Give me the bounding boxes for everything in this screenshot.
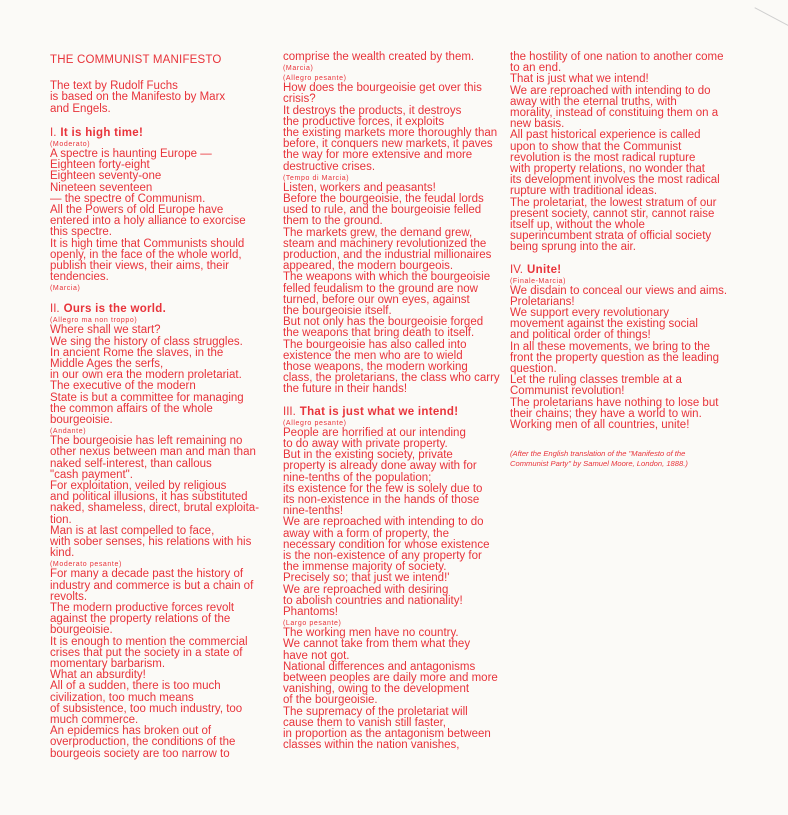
- text-line: We are reproached with intending to do: [510, 84, 711, 97]
- text-line: crises that put the society in a state of: [50, 646, 243, 659]
- text-line: turned, before our own eyes, against: [283, 293, 470, 306]
- text-line: its non-existence in the hands of those: [283, 493, 480, 506]
- text-line: Proletarians!: [510, 295, 575, 308]
- text-line: We are reproached with desiring: [283, 583, 449, 596]
- text-line: A spectre is haunting Europe —: [50, 147, 212, 160]
- text-line: tion.: [50, 513, 72, 526]
- text-line: away with the eternal truths, with: [510, 95, 677, 108]
- text-line: The weapons with which the bourgeoisie: [283, 271, 491, 284]
- section-title: Unite!: [527, 263, 562, 276]
- text-line: Middle Ages the serfs,: [50, 357, 164, 370]
- text-line: People are horrified at our intending: [283, 426, 466, 439]
- text-line: openly, in the face of the whole world,: [50, 248, 242, 261]
- text-line: have not got.: [283, 649, 350, 662]
- text-line: appeared, the modern bourgeois.: [283, 260, 454, 273]
- text-line: before, it conquers new markets, it paves: [283, 138, 493, 151]
- text-line: Communist Party" by Samuel Moore, London, 1888.): [510, 459, 688, 469]
- text-line: momentary barbarism.: [50, 658, 166, 671]
- text-line: necessary condition for whose existence: [283, 538, 490, 551]
- text-line: upon to show that the Communist: [510, 140, 682, 153]
- tempo-marking: (Marcia): [283, 65, 314, 73]
- text-line: between peoples are daily more and more: [283, 671, 498, 684]
- text-line: its existence for the few is solely due to: [283, 482, 483, 495]
- text-line: bourgeoisie.: [50, 413, 113, 426]
- text-line: civilization, too much means: [50, 691, 194, 704]
- text-line: used to rule, and the bourgeoisie felled: [283, 204, 482, 217]
- text-line: much commerce.: [50, 714, 139, 727]
- text-line: in proportion as the antagonism between: [283, 727, 491, 740]
- text-line: bourgeois society are too narrow to: [50, 747, 230, 760]
- text-line: and Engels.: [50, 102, 111, 115]
- text-line: the hostility of one nation to another come: [510, 51, 724, 63]
- text-line: this spectre.: [50, 226, 112, 239]
- text-line: present society, cannot stir, cannot raise: [510, 207, 715, 220]
- tempo-marking: (Allegro ma non troppo): [50, 317, 138, 325]
- text-line: We support every revolutionary: [510, 307, 669, 320]
- text-line: industry and commerce is but a chain of: [50, 579, 254, 592]
- section-number: II.: [50, 303, 60, 316]
- tempo-marking: (Largo pesante): [283, 620, 342, 628]
- text-line: State is but a committee for managing: [50, 391, 244, 404]
- text-line: It is enough to mention the commercial: [50, 635, 248, 648]
- text-line: and political order of things!: [510, 329, 651, 342]
- text-line: bourgeoisie.: [50, 624, 113, 637]
- text-line: the way for more extensive and more: [283, 149, 473, 162]
- text-line: comprise the wealth created by them.: [283, 51, 475, 63]
- text-line: entered into a holy alliance to exorcise: [50, 215, 246, 228]
- text-line: Where shall we start?: [50, 324, 161, 337]
- text-line: class, the proletarians, the class who carry: [283, 372, 500, 385]
- text-line: front the property question as the leading: [510, 351, 720, 364]
- text-line: to an end.: [510, 62, 562, 75]
- translation-footnote: [510, 449, 735, 469]
- section-2-text: [50, 436, 270, 559]
- text-line: Working men of all countries, unite!: [510, 419, 690, 432]
- text-line: That is just what we intend!: [510, 73, 649, 86]
- section-number: IV.: [510, 263, 524, 276]
- text-line: kind.: [50, 547, 75, 560]
- text-line: them to the ground.: [283, 215, 383, 228]
- text-line: "cash payment".: [50, 468, 133, 481]
- section-2-text: [50, 569, 270, 759]
- text-line: — the spectre of Communism.: [50, 192, 206, 205]
- text-line: the existing markets more thoroughly than: [283, 127, 498, 140]
- text-line: We disdain to conceal our views and aims.: [510, 284, 728, 297]
- section-title: Ours is the world.: [63, 303, 167, 316]
- text-line: The text by Rudolf Fuchs: [50, 80, 178, 92]
- column-2: [283, 52, 503, 751]
- text-line: existence the men who are to wield: [283, 349, 463, 362]
- text-line: But not only has the bourgeoisie forged: [283, 316, 484, 329]
- text-line: It is high time that Communists should: [50, 237, 245, 250]
- text-line: the productive forces, it exploits: [283, 115, 445, 128]
- text-line: naked, shameless, direct, brutal exploita-: [50, 502, 260, 515]
- text-line: Communist revolution!: [510, 385, 625, 398]
- text-line: other nexus between man and man than: [50, 446, 256, 459]
- text-line: The proletarians have nothing to lose but: [510, 396, 719, 409]
- text-line: Phantoms!: [283, 605, 338, 618]
- text-line: naked self-interest, than callous: [50, 457, 212, 470]
- text-line: All of a sudden, there is too much: [50, 680, 221, 693]
- text-line: revolts.: [50, 590, 88, 603]
- text-line: We cannot take from them what they: [283, 638, 471, 651]
- text-line: The working men have no country.: [283, 627, 459, 640]
- intro-text: [50, 81, 270, 115]
- section-2-text: [283, 52, 503, 63]
- section-3-heading: [283, 406, 503, 418]
- text-line: National differences and antagonisms: [283, 660, 476, 673]
- column-3: [510, 52, 735, 469]
- tempo-marking: (Moderato pesante): [50, 561, 122, 569]
- text-line: those weapons, the modern working: [283, 361, 468, 374]
- text-line: How does the bourgeoisie get over this: [283, 82, 482, 95]
- text-line: revolution is the most radical rupture: [510, 151, 696, 164]
- text-line: new basis.: [510, 118, 565, 131]
- page-corner-fold: [754, 0, 788, 27]
- text-line: For exploitation, veiled by religious: [50, 479, 227, 492]
- text-line: destructive crises.: [283, 160, 376, 173]
- text-line: (After the English translation of the "Manifesto of the: [510, 449, 686, 459]
- section-1-heading: [50, 127, 270, 139]
- text-line: Let the ruling classes tremble at a: [510, 374, 682, 387]
- section-title: That is just what we intend!: [299, 405, 459, 418]
- column-1: [50, 54, 270, 760]
- tempo-marking: (Allegro pesante): [283, 419, 347, 427]
- text-line: All the Powers of old Europe have: [50, 203, 224, 216]
- text-line: Man is at last compelled to face,: [50, 524, 215, 537]
- text-line: The supremacy of the proletariat will: [283, 705, 468, 718]
- text-line: nine-tenths!: [283, 505, 344, 518]
- text-line: the bourgeoisie itself.: [283, 305, 392, 318]
- text-line: rupture with traditional ideas.: [510, 185, 658, 198]
- text-line: the immense majority of society.: [283, 561, 447, 574]
- section-2-text: [283, 83, 503, 173]
- text-line: its development involves the most radical: [510, 174, 720, 187]
- text-line: morality, instead of constituing them on a: [510, 107, 719, 120]
- text-line: and political illusions, it has substituted: [50, 491, 248, 504]
- text-line: classes within the nation vanishes,: [283, 739, 460, 752]
- section-2-text: [283, 183, 503, 396]
- text-line: to abolish countries and nationality!: [283, 594, 463, 607]
- section-3-text: [283, 628, 503, 751]
- section-1-text: [50, 149, 270, 283]
- text-line: question.: [510, 363, 557, 376]
- text-line: being sprung into the air.: [510, 241, 636, 254]
- text-line: production, and the industrial millionaires: [283, 249, 492, 262]
- text-line: Listen, workers and peasants!: [283, 181, 436, 194]
- text-line: crisis?: [283, 93, 316, 106]
- tempo-marking: (Allegro pesante): [283, 75, 347, 83]
- text-line: of subsistence, too much industry, too: [50, 702, 243, 715]
- page-title: THE COMMUNIST MANIFESTO: [50, 54, 222, 66]
- text-line: of the bourgeoisie.: [283, 694, 378, 707]
- text-line: The bourgeoisie has left remaining no: [50, 435, 243, 448]
- text-line: property is already done away with for: [283, 460, 477, 473]
- text-line: to do away with private property.: [283, 437, 448, 450]
- text-line: the weapons that bring death to itself.: [283, 327, 475, 340]
- section-2-heading: [50, 303, 270, 315]
- text-line: away with a form of property, the: [283, 527, 449, 540]
- section-4-text: [510, 286, 735, 432]
- text-line: But in the existing society, private: [283, 449, 453, 462]
- text-line: For many a decade past the history of: [50, 568, 244, 581]
- text-line: itself up, without the whole: [510, 219, 645, 232]
- text-line: is based on the Manifesto by Marx: [50, 91, 226, 104]
- text-line: It destroys the products, it destroys: [283, 104, 462, 117]
- text-line: An epidemics has broken out of: [50, 725, 212, 738]
- text-line: with sober senses, his relations with his: [50, 535, 252, 548]
- text-line: movement against the existing social: [510, 318, 698, 331]
- text-line: Eighteen seventy-one: [50, 170, 162, 183]
- section-3-text: [510, 52, 735, 254]
- section-4-heading: [510, 264, 735, 276]
- text-line: Nineteen seventeen: [50, 181, 153, 194]
- text-line: In all these movements, we bring to the: [510, 340, 711, 353]
- text-line: The proletariat, the lowest stratum of our: [510, 196, 717, 209]
- tempo-marking: (Andante): [50, 428, 87, 436]
- text-line: their chains; they have a world to win.: [510, 407, 702, 420]
- text-line: The bourgeoisie has also called into: [283, 338, 467, 351]
- section-number: III.: [283, 405, 296, 418]
- text-line: We sing the history of class struggles.: [50, 335, 243, 348]
- text-line: against the property relations of the: [50, 613, 231, 626]
- text-line: We are reproached with intending to do: [283, 516, 484, 529]
- text-line: Eighteen forty-eight: [50, 159, 150, 172]
- tempo-marking: (Finale-Marcia): [510, 277, 567, 285]
- text-line: steam and machinery revolutionized the: [283, 237, 487, 250]
- text-line: What an absurdity!: [50, 669, 146, 682]
- text-line: All past historical experience is called: [510, 129, 701, 142]
- text-line: is the non-existence of any property for: [283, 549, 482, 562]
- section-3-text: [283, 428, 503, 618]
- section-title: It is high time!: [60, 126, 144, 139]
- text-line: The markets grew, the demand grew,: [283, 226, 473, 239]
- tempo-marking: (Tempo di Marcia): [283, 174, 350, 182]
- tempo-marking: (Marcia): [50, 285, 81, 293]
- section-2-text: [50, 325, 270, 426]
- text-line: the common affairs of the whole: [50, 402, 213, 415]
- text-line: nine-tenths of the population;: [283, 471, 432, 484]
- text-line: tendencies.: [50, 271, 109, 284]
- text-line: The executive of the modern: [50, 380, 196, 393]
- text-line: In ancient Rome the slaves, in the: [50, 346, 224, 359]
- tempo-marking: (Moderato): [50, 140, 91, 148]
- text-line: overproduction, the conditions of the: [50, 736, 236, 749]
- text-line: with property relations, no wonder that: [510, 163, 705, 176]
- text-line: The modern productive forces revolt: [50, 602, 235, 614]
- text-line: vanishing, owing to the development: [283, 683, 470, 696]
- text-line: Before the bourgeoisie, the feudal lords: [283, 193, 484, 206]
- text-line: superincumbent strata of official society: [510, 230, 712, 243]
- text-line: Precisely so; that just we intend!': [283, 572, 450, 585]
- text-line: felled feudalism to the ground are now: [283, 282, 478, 295]
- text-line: cause them to vanish still faster,: [283, 716, 446, 729]
- section-number: I.: [50, 126, 57, 139]
- text-line: the future in their hands!: [283, 383, 408, 396]
- text-line: publish their views, their aims, their: [50, 259, 229, 272]
- text-line: in our own era the modern proletariat.: [50, 369, 242, 382]
